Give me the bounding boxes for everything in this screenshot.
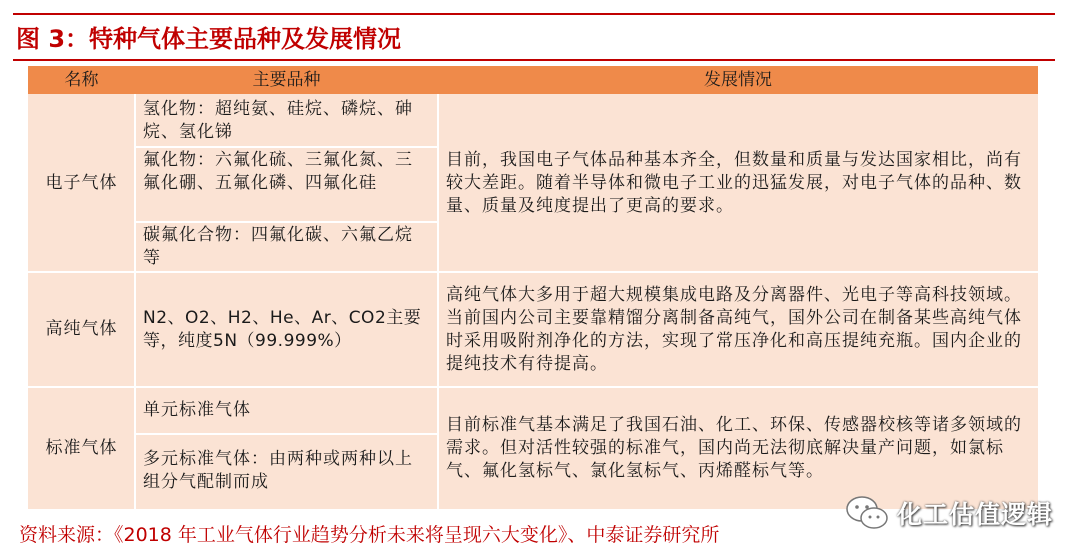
variety-fluorocarbons: 碳氟化合物：四氟化碳、六氟乙烷等 <box>143 225 413 268</box>
variety-high-purity: N2、O2、H2、He、Ar、CO2主要等，纯度5N（99.999%） <box>143 307 422 351</box>
header-development: 发展情况 <box>438 66 1038 94</box>
row-name-high-purity-gas: 高纯气体 <box>45 319 118 339</box>
development-standard-gas: 目前标准气基本满足了我国石油、化工、环保、传感器校核等诸多领域的需求。但对活性较强的标准气，国内尚无法彻底解决量产问题，如氯标气、氟化氢标气、氯化氢标气、丙烯醛标气等。 <box>446 414 1022 481</box>
sub-row-divider <box>135 146 438 148</box>
variety-multi-standard: 多元标准气体：由两种或两种以上组分气配制而成 <box>143 449 413 492</box>
wechat-icon <box>845 494 889 532</box>
variety-fluorides: 氟化物：六氟化硫、三氟化氮、三氟化硼、五氟化磷、四氟化硅 <box>143 150 413 193</box>
development-electronic-gas: 目前，我国电子气体品种基本齐全，但数量和质量与发达国家相比，尚有较大差距。随着半导体和微电子工业的迅猛发展，对电子气体的品种、数量、质量及纯度提出了更高的要求。 <box>446 149 1022 216</box>
row-name-standard-gas: 标准气体 <box>45 437 118 458</box>
variety-single-standard: 单元标准气体 <box>143 399 251 420</box>
title-rule-top <box>13 13 1055 15</box>
header-varieties: 主要品种 <box>135 66 438 94</box>
column-divider <box>134 94 136 509</box>
sub-row-divider <box>135 433 438 435</box>
row-name-electronic-gas: 电子气体 <box>45 172 118 193</box>
sub-row-divider <box>135 221 438 223</box>
development-high-purity-gas: 高纯气体大多用于超大规模集成电路及分离器件、光电子等高科技领域。当前国内公司主要靠精馏分离制备高纯气，国外公司在制备某些高纯气体时采用吸附剂净化的方法，实现了常压净化和高压提纯充瓶。国内企业的提纯技术有待提高。 <box>446 284 1022 374</box>
variety-hydrides: 氢化物：超纯氨、硅烷、磷烷、砷烷、氢化锑 <box>143 99 413 142</box>
watermark-text: 化工估值逻辑 <box>897 500 1054 529</box>
source-note: 资料来源：《2018 年工业气体行业趋势分析未来将呈现六大变化》、中泰证券研究所 <box>19 524 720 546</box>
watermark <box>845 491 1055 535</box>
title-rule-bottom <box>13 59 1055 61</box>
row-divider <box>28 271 1038 273</box>
figure-title: 图 3：特种气体主要品种及发展情况 <box>16 25 402 53</box>
row-divider <box>28 386 1038 388</box>
header-name: 名称 <box>28 66 135 94</box>
gas-table <box>28 66 1038 509</box>
column-divider <box>437 94 439 509</box>
